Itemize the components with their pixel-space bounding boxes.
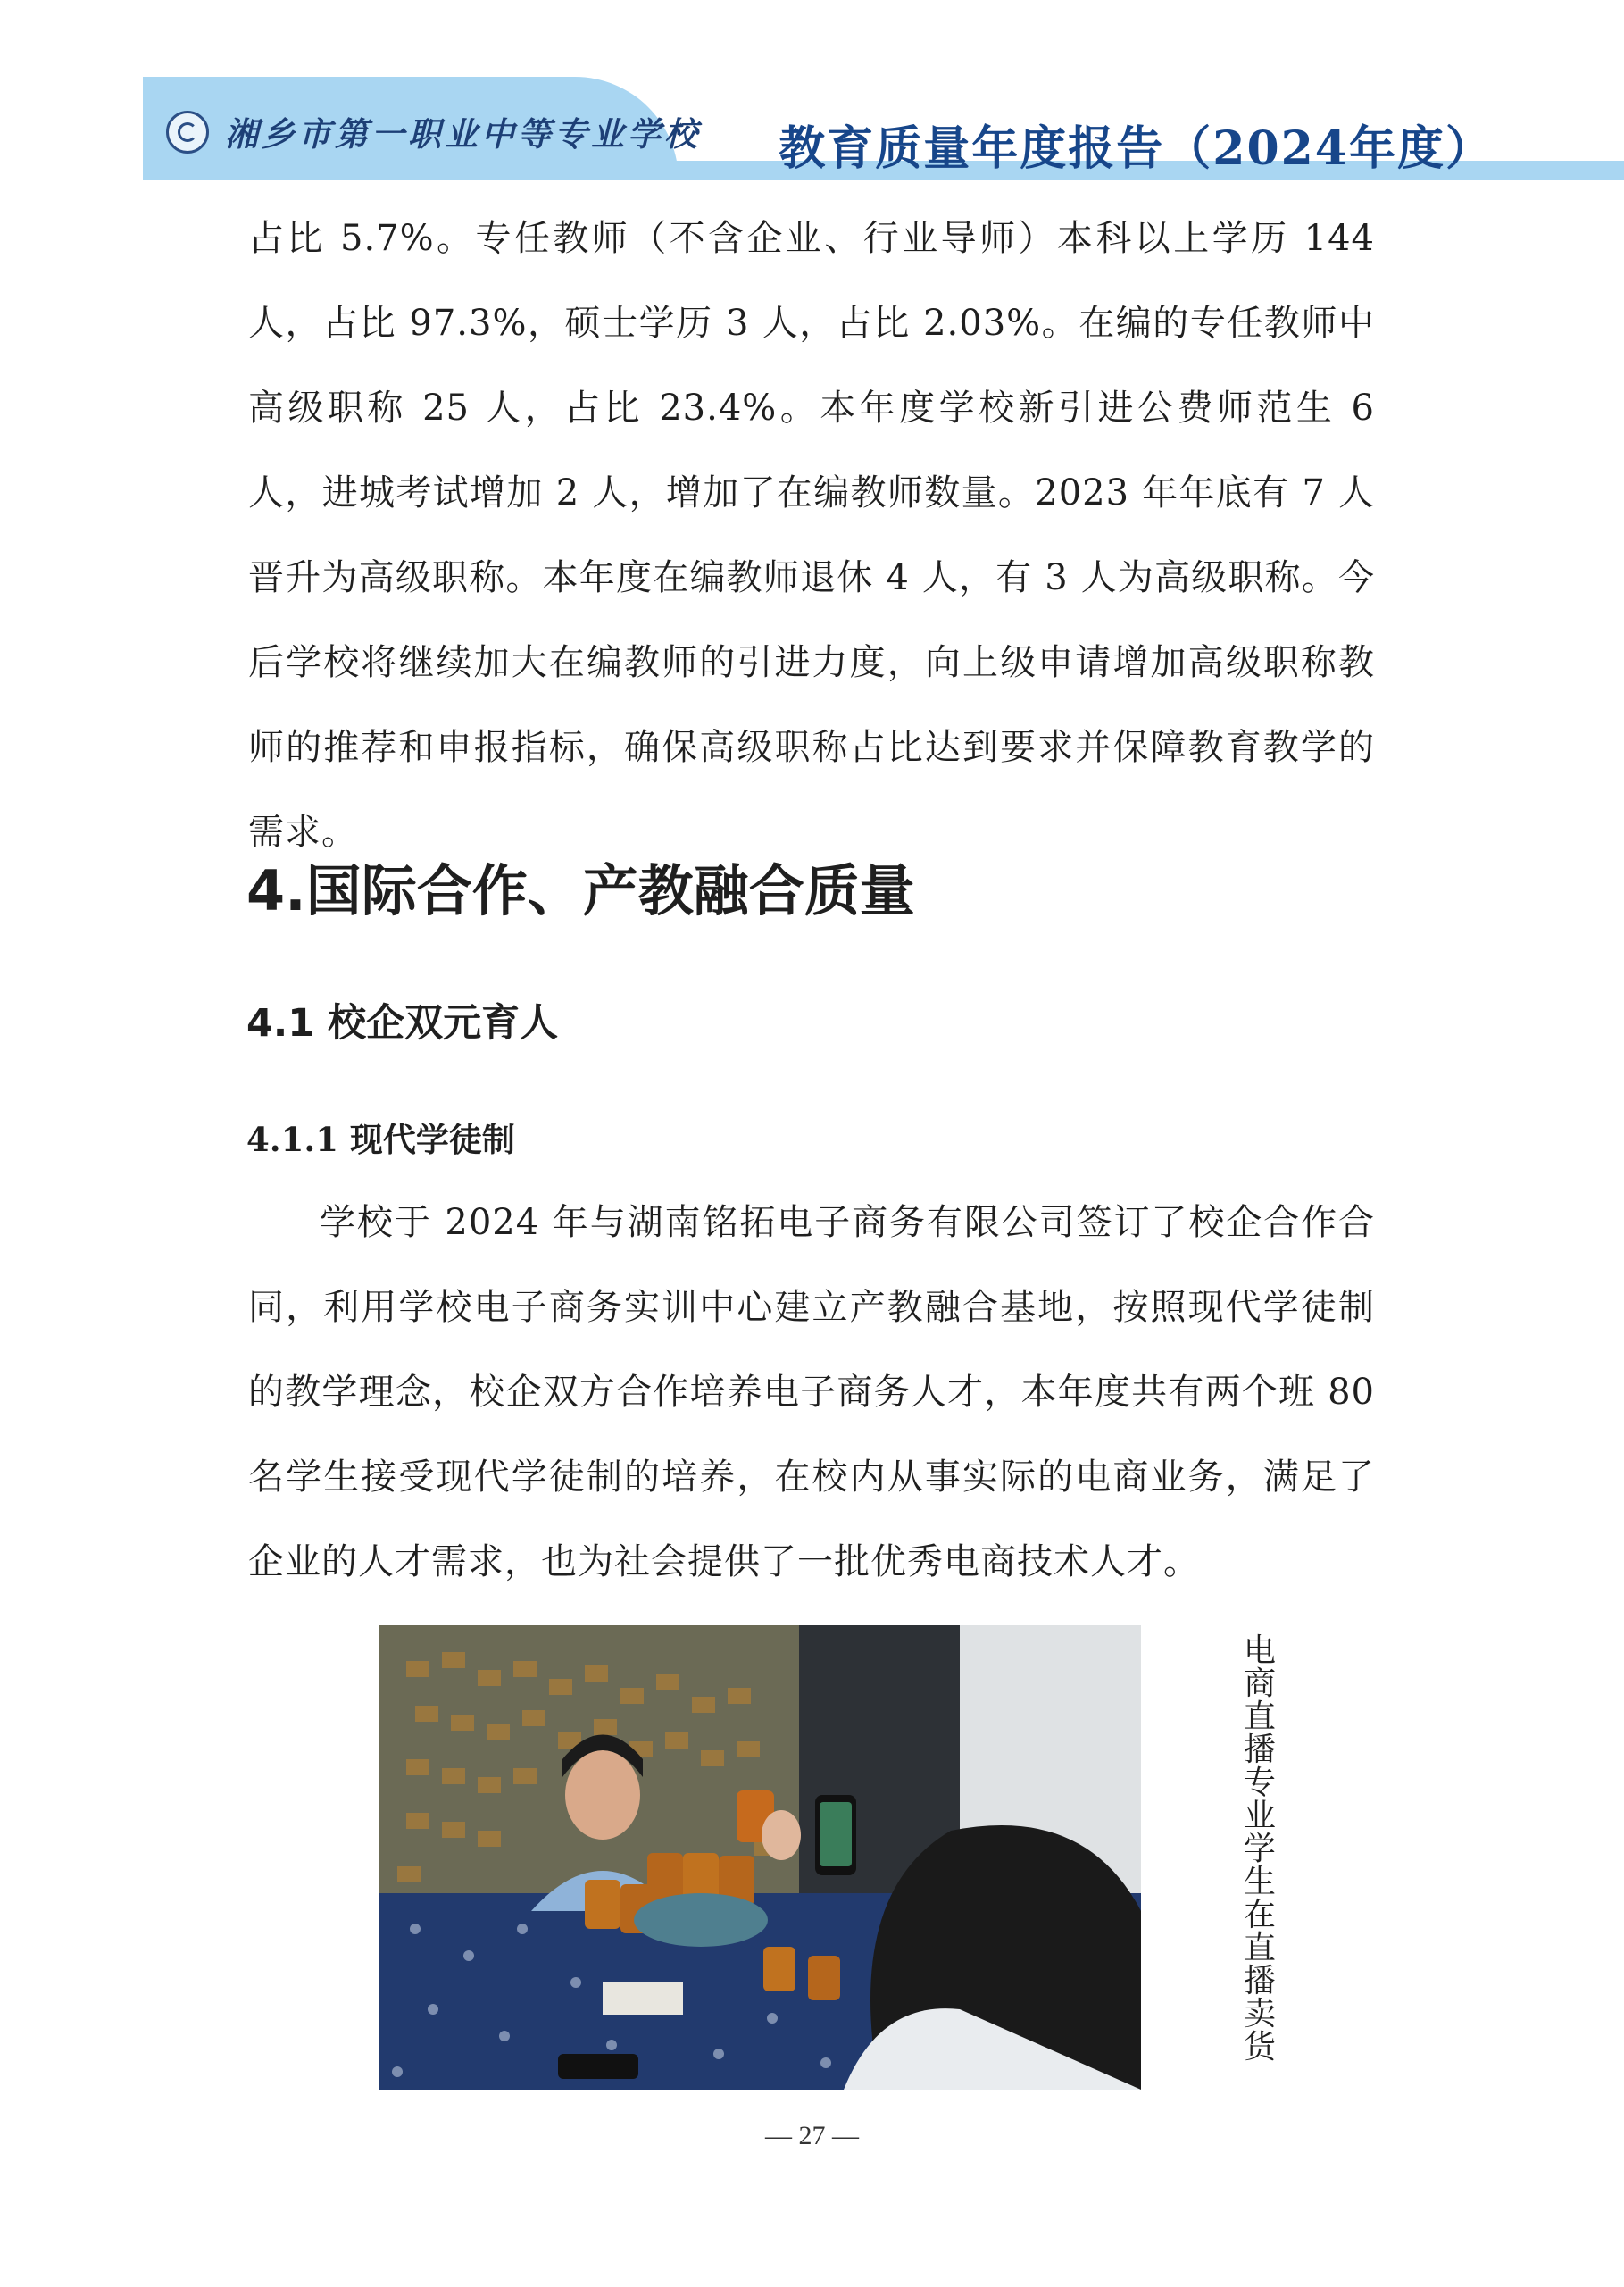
livestream-photo-illustration (379, 1625, 1141, 2090)
page-number: — 27 — (765, 2121, 859, 2150)
section-heading-4-1-1: 4.1.1 现代学徒制 (246, 1120, 515, 1159)
section-heading-4-1: 4.1 校企双元育人 (246, 1001, 559, 1046)
body-paragraph-apprenticeship: 学校于 2024 年与湖南铭拓电子商务有限公司签订了校企合作合同，利用学校电子商务实训中心建立产教融合基地，按照现代学徒制的教学理念，校企双方合作培养电子商务人才，本年度共有两个班 80 名学生接受现代学徒制的培养，在校内从事实际的电商业务，满足了企业的人才需求，也为社会提供了一批优秀电商技术人才。 (248, 1202, 1375, 1582)
body-paragraph-teachers: 占比 5.7%。专任教师（不含企业、行业导师）本科以上学历 144 人，占比 97.3%，硕士学历 3 人，占比 2.03%。在编的专任教师中高级职称 25 人，占比 23.4%。本年度学校新引进公费师范生 6 人，进城考试增加 2 人，增加了在编教师数量。2023 年年底有 7 人晋升为高级职称。本年度在编教师退休 4 人，有 3 人为高级职称。今后学校将继续加大在编教师的引进力度，向上级申请增加高级职称教师的推荐和申报指标，确保高级职称占比达到要求并保障教育教学的需求。 (248, 218, 1375, 853)
photo-caption: 电商直播专业学生在直播卖货 (1243, 1632, 1276, 2066)
header-report-title: 教育质量年度报告（2024年度） (779, 121, 1494, 176)
header-school-name: 湘乡市第一职业中等专业学校 (225, 114, 701, 154)
school-emblem-icon (166, 111, 209, 154)
section-heading-4: 4.国际合作、产教融合质量 (246, 858, 915, 923)
livestream-photo (379, 1625, 1141, 2090)
